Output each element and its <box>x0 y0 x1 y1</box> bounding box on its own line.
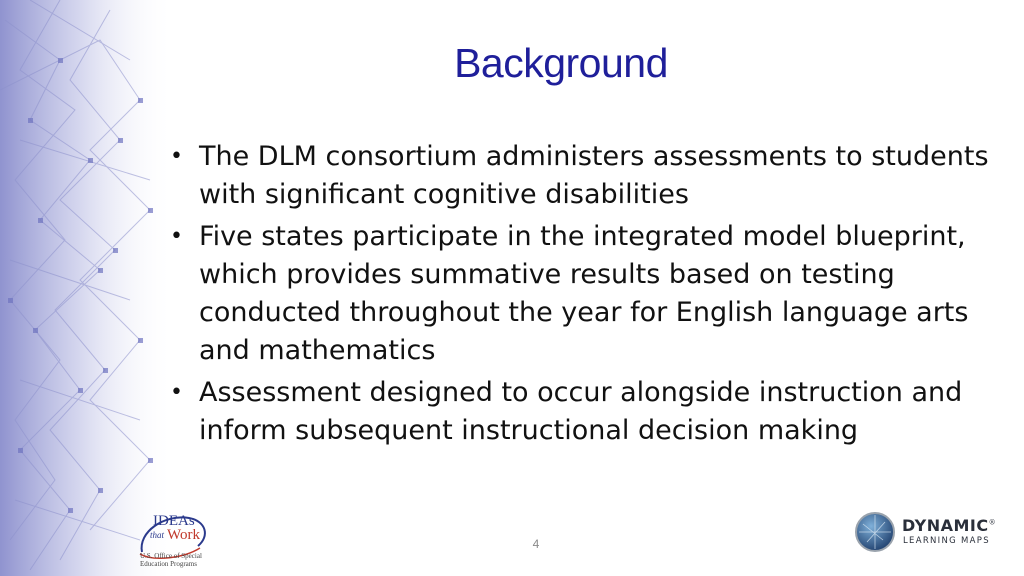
dlm-name-text: DYNAMIC <box>902 516 989 535</box>
slide-title: Background <box>454 40 668 86</box>
ideas-logo-work: Work <box>167 527 200 543</box>
dlm-logo-tagline: LEARNING MAPS <box>903 536 990 546</box>
ideas-logo-that: that <box>150 530 165 540</box>
bullet-item <box>168 138 998 214</box>
dlm-logo-name <box>902 516 996 535</box>
bullet-text: The DLM consortium administers assessments to students with significant cognitive disabilities <box>199 141 989 210</box>
bullet-icon: • <box>170 380 183 405</box>
ideas-logo-caption <box>140 552 220 568</box>
bullet-item <box>168 374 998 450</box>
bullet-list <box>168 138 998 454</box>
bullet-text: Assessment designed to occur alongside instruction and inform subsequent instructional decision making <box>199 377 963 446</box>
bullet-item <box>168 218 998 370</box>
ideas-logo-text: IDEAs <box>153 513 195 529</box>
side-network-decoration <box>0 0 175 576</box>
bullet-icon: • <box>170 144 183 169</box>
page-number: 4 <box>532 537 540 551</box>
registered-mark: ® <box>988 518 997 527</box>
ideas-caption-line: Education Programs <box>140 560 197 568</box>
ideas-caption-line: U.S. Office of Special <box>140 552 202 560</box>
bullet-icon: • <box>170 224 183 249</box>
bullet-text: Five states participate in the integrated model blueprint, which provides summative results based on testing conducted throughout the year for English language arts and mathematics <box>199 221 969 366</box>
